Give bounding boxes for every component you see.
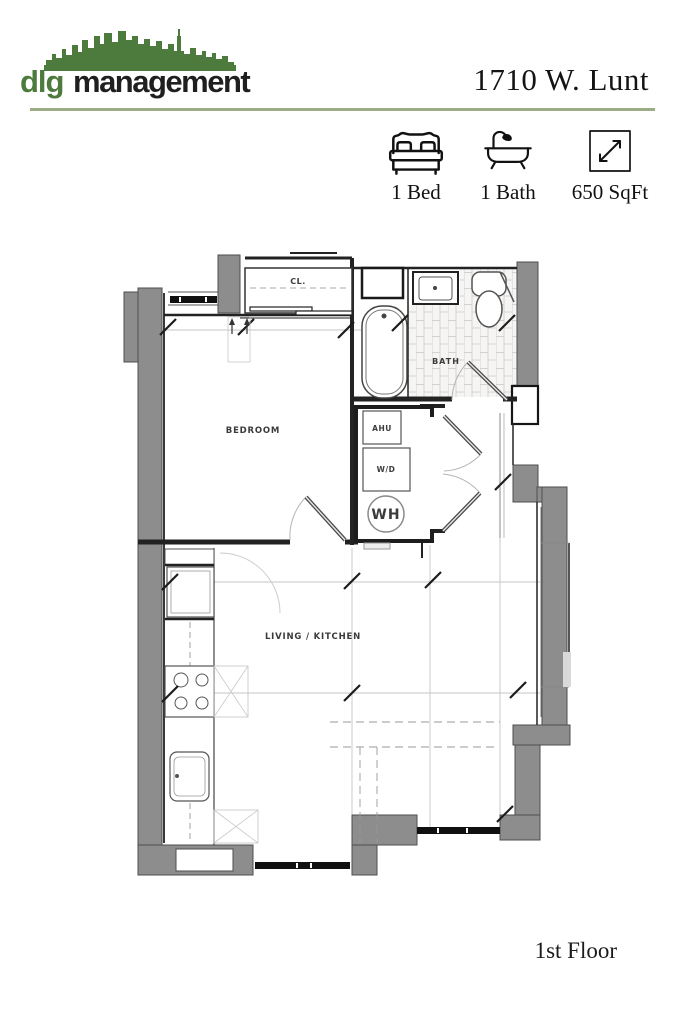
property-address: 1710 W. Lunt [473,62,649,97]
floor-number-label: 1st Floor [534,938,617,963]
logo-prefix: dlg [20,64,64,99]
bathroom-sink [413,272,458,304]
ahu-label: AHU [372,424,392,433]
floor-vent [364,543,390,549]
entry-recess [512,386,538,424]
wall-window-opening [176,849,233,871]
washer-dryer-label: W/D [376,465,396,474]
bathtub [362,306,407,398]
area-label: 650 SqFt [571,180,649,204]
shaft-box [362,268,403,298]
bedroom-label: BEDROOM [225,426,281,436]
baths-label: 1 Bath [480,180,536,204]
closet [245,268,352,315]
water-heater-label: WH [371,507,401,523]
living-kitchen-label: LIVING / KITCHEN [264,632,362,642]
beds-label: 1 Bed [391,180,441,204]
kitchen-counter [165,548,280,845]
bath-label: BATH [432,357,460,366]
closet-label: CL. [290,277,306,286]
logo-suffix: management [73,64,250,99]
duct-detail [228,317,250,362]
